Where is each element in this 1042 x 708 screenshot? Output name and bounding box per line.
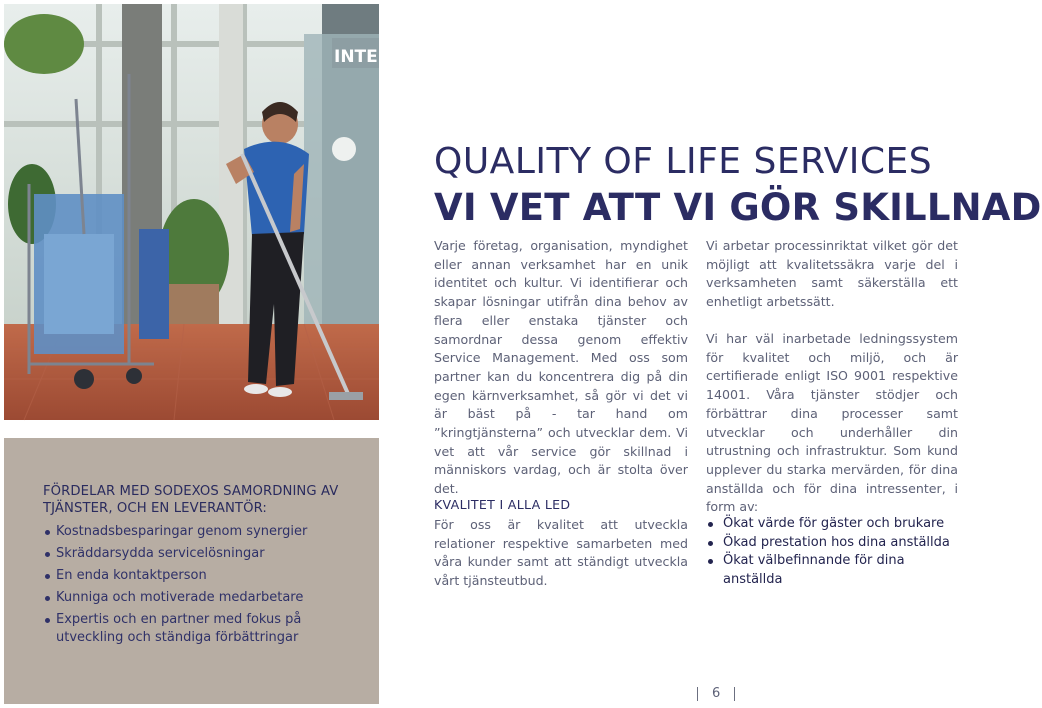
list-item: Ökat värde för gäster och brukare (706, 515, 958, 534)
list-item: Skräddarsydda servicelösningar (43, 545, 363, 563)
column2-systems (706, 330, 958, 517)
list-item: Kunniga och motiverade medarbetare (43, 589, 363, 607)
column1-quality (434, 516, 688, 591)
bullet-icon (45, 618, 50, 623)
bullet-icon (45, 596, 50, 601)
sign-text: INTE (334, 47, 378, 67)
value-list (706, 515, 958, 590)
column1-intro (434, 237, 688, 499)
list-item: Ökat välbefinnande för dina anställda (706, 552, 958, 589)
bullet-icon (708, 541, 713, 546)
column2-intro (706, 237, 958, 312)
bullet-icon (45, 530, 50, 535)
page-number: 6 (683, 686, 749, 701)
column1-paragraph2: För oss är kvalitet att utveckla relationer respektive samarbeten med våra kunder samt att ständigt utveckla vårt tjänsteutbud. (434, 517, 688, 589)
list-item: Expertis och en partner med fokus på utveckling och ständiga förbättringar (43, 611, 363, 647)
divider (734, 687, 735, 701)
benefits-list (43, 523, 363, 651)
list-item: Kostnadsbesparingar genom synergier (43, 523, 363, 541)
divider (697, 687, 698, 701)
list-item: Ökad prestation hos dina anställda (706, 534, 958, 553)
list-item: En enda kontaktperson (43, 567, 363, 585)
heading-vi-vet: VI VET ATT VI GÖR SKILLNAD (434, 186, 1042, 229)
benefits-title: FÖRDELAR MED SODEXOS SAMORDNING AV TJÄNSTER, OCH EN LEVERANTÖR: (43, 484, 339, 516)
column1-paragraph1: Varje företag, organisation, myndighet eller annan verksamhet har en unik identitet och kultur. Vi identifierar och skapar lösningar utifrån dina behov av flera eller enstaka tjänster och samordnar dessa genom effektiv Service Management. Med oss som partner kan du koncentrera dig på din egen kärnverksamhet, så gör vi det vi är bäst på - tar hand om ”kringtjänsterna” och utvecklar dem. Vi vet att vår service gör skillnad i människors vardag, och är stolta över det. (434, 238, 688, 497)
cleaning-staff-photo (4, 4, 379, 420)
column2-paragraph2: Vi har väl inarbetade ledningssystem för kvalitet och miljö, och är certifierade enligt ISO 9001 respektive 14001. Våra tjänster stödjer och förbättrar dina processer samt utvecklar och underhåller din utrustning och infrastruktur. Som kund upplever du starka mervärden, för dina anställda och för dina intressenter, i form av: (706, 331, 958, 515)
quality-subheading: KVALITET I ALLA LED (434, 497, 571, 512)
column2-paragraph1: Vi arbetar processinriktat vilket gör det möjligt att kvalitetssäkra varje del i verksamheten samt säkerställa ett enhetligt arbetssätt. (706, 238, 958, 310)
bullet-icon (708, 522, 713, 527)
bullet-icon (45, 552, 50, 557)
heading-quality-of-life: QUALITY OF LIFE SERVICES (434, 141, 933, 182)
bullet-icon (708, 559, 713, 564)
bullet-icon (45, 574, 50, 579)
photo-illustration (4, 4, 379, 420)
